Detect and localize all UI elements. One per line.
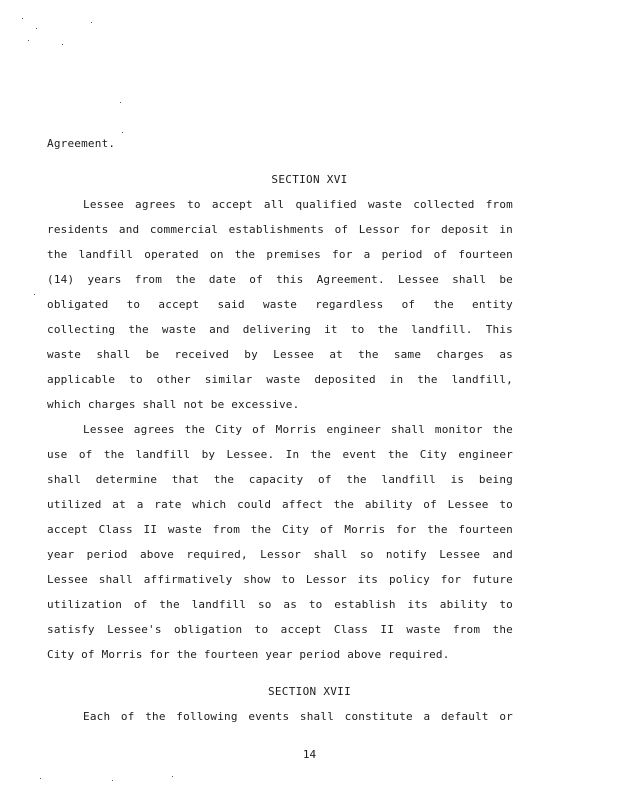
paragraph-line: shall determine that the capacity of the landfill is being [47,473,513,486]
paragraph-line: waste shall be received by Lessee at the same charges as [47,348,513,361]
scan-speck [28,40,29,41]
paragraph-line: year period above required, Lessor shall so notify Lessee and [47,548,513,561]
paragraph-line: Lessee agrees to accept all qualified waste collected from [83,198,513,211]
paragraph-line: (14) years from the date of this Agreement. Lessee shall be [47,273,513,286]
paragraph-line: Lessee agrees the City of Morris engineer shall monitor the [83,423,513,436]
scan-speck [62,44,63,45]
section-heading: SECTION XVII [267,685,352,698]
paragraph-line: the landfill operated on the premises for a period of fourteen [47,248,513,261]
paragraph-line: Lessee shall affirmatively show to Lessor its policy for future [47,573,513,586]
section-heading: SECTION XVI [271,173,348,186]
page-number: 14 [302,748,317,761]
scan-speck [36,28,37,29]
scan-speck [34,294,35,295]
continuation-text: Agreement. [47,137,116,150]
paragraph-line: utilized at a rate which could affect the ability of Lessee to [47,498,513,511]
paragraph-line: collecting the waste and delivering it to the landfill. This [47,323,513,336]
paragraph-line: utilization of the landfill so as to establish its ability to [47,598,513,611]
scan-speck [112,780,113,781]
paragraph-line: residents and commercial establishments of Lessor for deposit in [47,223,513,236]
paragraph-line: use of the landfill by Lessee. In the event the City engineer [47,448,513,461]
paragraph-line: accept Class II waste from the City of Morris for the fourteen [47,523,513,536]
paragraph-line: Each of the following events shall constitute a default or [83,710,513,723]
scan-speck [40,778,41,779]
scan-speck [122,132,123,133]
scan-speck [22,18,23,19]
scan-speck [91,22,92,23]
paragraph-line: which charges shall not be excessive. [47,398,300,411]
paragraph-line: satisfy Lessee's obligation to accept Class II waste from the [47,623,513,636]
scan-speck [120,102,121,103]
scan-speck [172,776,173,777]
paragraph-line: obligated to accept said waste regardless of the entity [47,298,513,311]
paragraph-line: applicable to other similar waste deposited in the landfill, [47,373,513,386]
paragraph-line: City of Morris for the fourteen year period above required. [47,648,450,661]
